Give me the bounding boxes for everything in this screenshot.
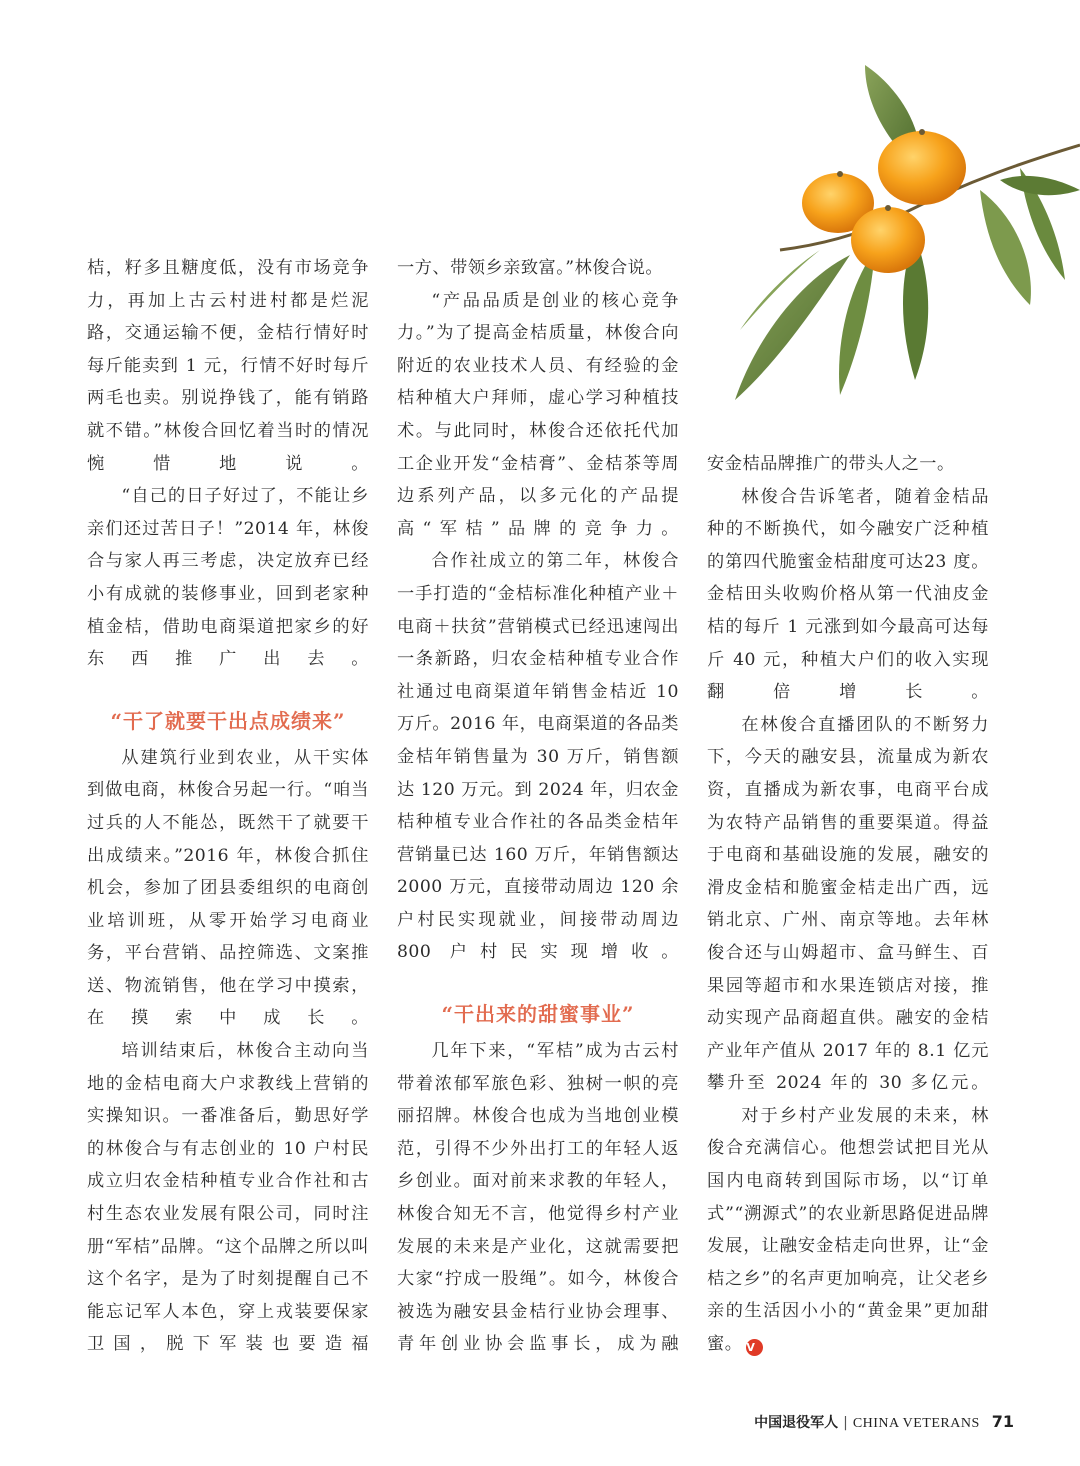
magazine-name: 中国退役军人 (754, 1415, 839, 1431)
section-heading: “干出来的甜蜜事业” (441, 1002, 635, 1027)
paragraph: “产品品质是创业的核心竞争力。”为了提高金桔质量，林俊合向附近的农业技术人员、有经验的金桔种植大户拜师，虚心学习种植技术。与此同时，林俊合还依托代加工企业开发“金桔膏”、金桔茶等周边系列产品，以多元化的产品提高“军桔”品牌的竞争力。 (397, 290, 679, 539)
paragraph (707, 1100, 989, 1361)
article-column-2 (397, 252, 679, 1361)
page-footer (754, 1412, 1014, 1432)
kumquat-branch-illustration (700, 40, 1080, 440)
page-number: 71 (991, 1412, 1014, 1431)
end-of-article-icon: V (746, 1339, 763, 1356)
article-column-3 (707, 448, 989, 1361)
paragraph: “自己的日子好过了，不能让乡亲们还过苦日子！”2014 年，林俊合与家人再三考虑，决定放弃已经小有成就的装修事业，回到老家种植金桔，借助电商渠道把家乡的好东西推广出去。 (87, 486, 369, 670)
paragraph: 林俊合告诉笔者，随着金桔品种的不断换代，如今融安广泛种植的第四代脆蜜金桔甜度可达23 度。金桔田头收购价格从第一代油皮金桔的每斤 1 元涨到如今最高可达每斤 40 元，种植大户们的收入实现翻倍增长。 (707, 486, 989, 703)
paragraph: 在林俊合直播团队的不断努力下，今天的融安县，流量成为新农资，直播成为新农事，电商平台成为农特产品销售的重要渠道。得益于电商和基础设施的发展，融安的滑皮金桔和脆蜜金桔走出广西，远销北京、广州、南京等地。去年林俊合还与山姆超市、盒马鲜生、百果园等超市和水果连锁店对接，推动实现产品商超直供。融安的金桔产业年产值从 2017 年的 8.1 亿元攀升至 2024 年的 30 多亿元。 (707, 714, 989, 1094)
paragraph: 安金桔品牌推广的带头人之一。 (707, 454, 955, 474)
section-heading: “干了就要干出点成绩来” (110, 708, 346, 733)
paragraph: 桔，籽多且糖度低，没有市场竞争力，再加上古云村进村都是烂泥路，交通运输不便，金桔行情好时每斤能卖到 1 元，行情不好时每斤两毛也卖。别说挣钱了，能有销路就不错。”林俊合回忆着当时的情况惋惜地说。 (87, 258, 369, 474)
paragraph: 一方、带领乡亲致富。”林俊合说。 (397, 258, 664, 278)
paragraph-text: 对于乡村产业发展的未来，林俊合充满信心。他想尝试把目光从国内电商转到国际市场，以“订单式”“溯源式”的农业新思路促进品牌发展，让融安金桔走向世界，让“金桔之乡”的名声更加响亮，让父老乡亲的生活因小小的“黄金果”更加甜蜜。 (707, 1105, 989, 1355)
paragraph: 从建筑行业到农业，从干实体到做电商，林俊合另起一行。“咱当过兵的人不能怂，既然干了就要干出成绩来。”2016 年，林俊合抓住机会，参加了团县委组织的电商创业培训班，从零开始学习电商业务，平台营销、品控筛选、文案推送、物流销售，他在学习中摸索，在摸索中成长。 (87, 747, 369, 1029)
paragraph: 培训结束后，林俊合主动向当地的金桔电商大户求教线上营销的实操知识。一番准备后，勤思好学的林俊合与有志创业的 10 户村民成立归农金桔种植专业合作社和古村生态农业发展有限公司，同时注册“军桔”品牌。“这个品牌之所以叫这个名字，是为了时刻提醒自己不能忘记军人本色，穿上戎装要保家卫国，脱下军装也要造福 (87, 1041, 369, 1355)
magazine-name-english: CHINA VETERANS (852, 1416, 980, 1431)
article-column-1 (87, 252, 369, 1361)
kumquat-fruit (851, 207, 925, 273)
paragraph: 合作社成立的第二年，林俊合一手打造的“金桔标准化种植产业＋电商＋扶贫”营销模式已经迅速闯出一条新路，归农金桔种植专业合作社通过电商渠道年销售金桔近 10 万斤。2016 年，电商渠道的各品类金桔年销售量为 30 万斤，销售额达 120 万元。到 2024 年，归农金桔种植专业合作社的各品类金桔年营销量已达 160 万斤，年销售额达 2000 万元，直接带动周边 120 余户村民实现就业，间接带动周边 800 户村民实现增收。 (397, 551, 679, 963)
kumquat-fruit (878, 131, 966, 205)
footer-separator: | (843, 1415, 848, 1431)
paragraph: 几年下来，“军桔”成为古云村带着浓郁军旅色彩、独树一帜的亮丽招牌。林俊合也成为当地创业模范，引得不少外出打工的年轻人返乡创业。面对前来求教的年轻人，林俊合知无不言，他觉得乡村产业发展的未来是产业化，这就需要把大家“拧成一股绳”。如今，林俊合被选为融安县金桔行业协会理事、青年创业协会监事长，成为融 (397, 1041, 679, 1355)
